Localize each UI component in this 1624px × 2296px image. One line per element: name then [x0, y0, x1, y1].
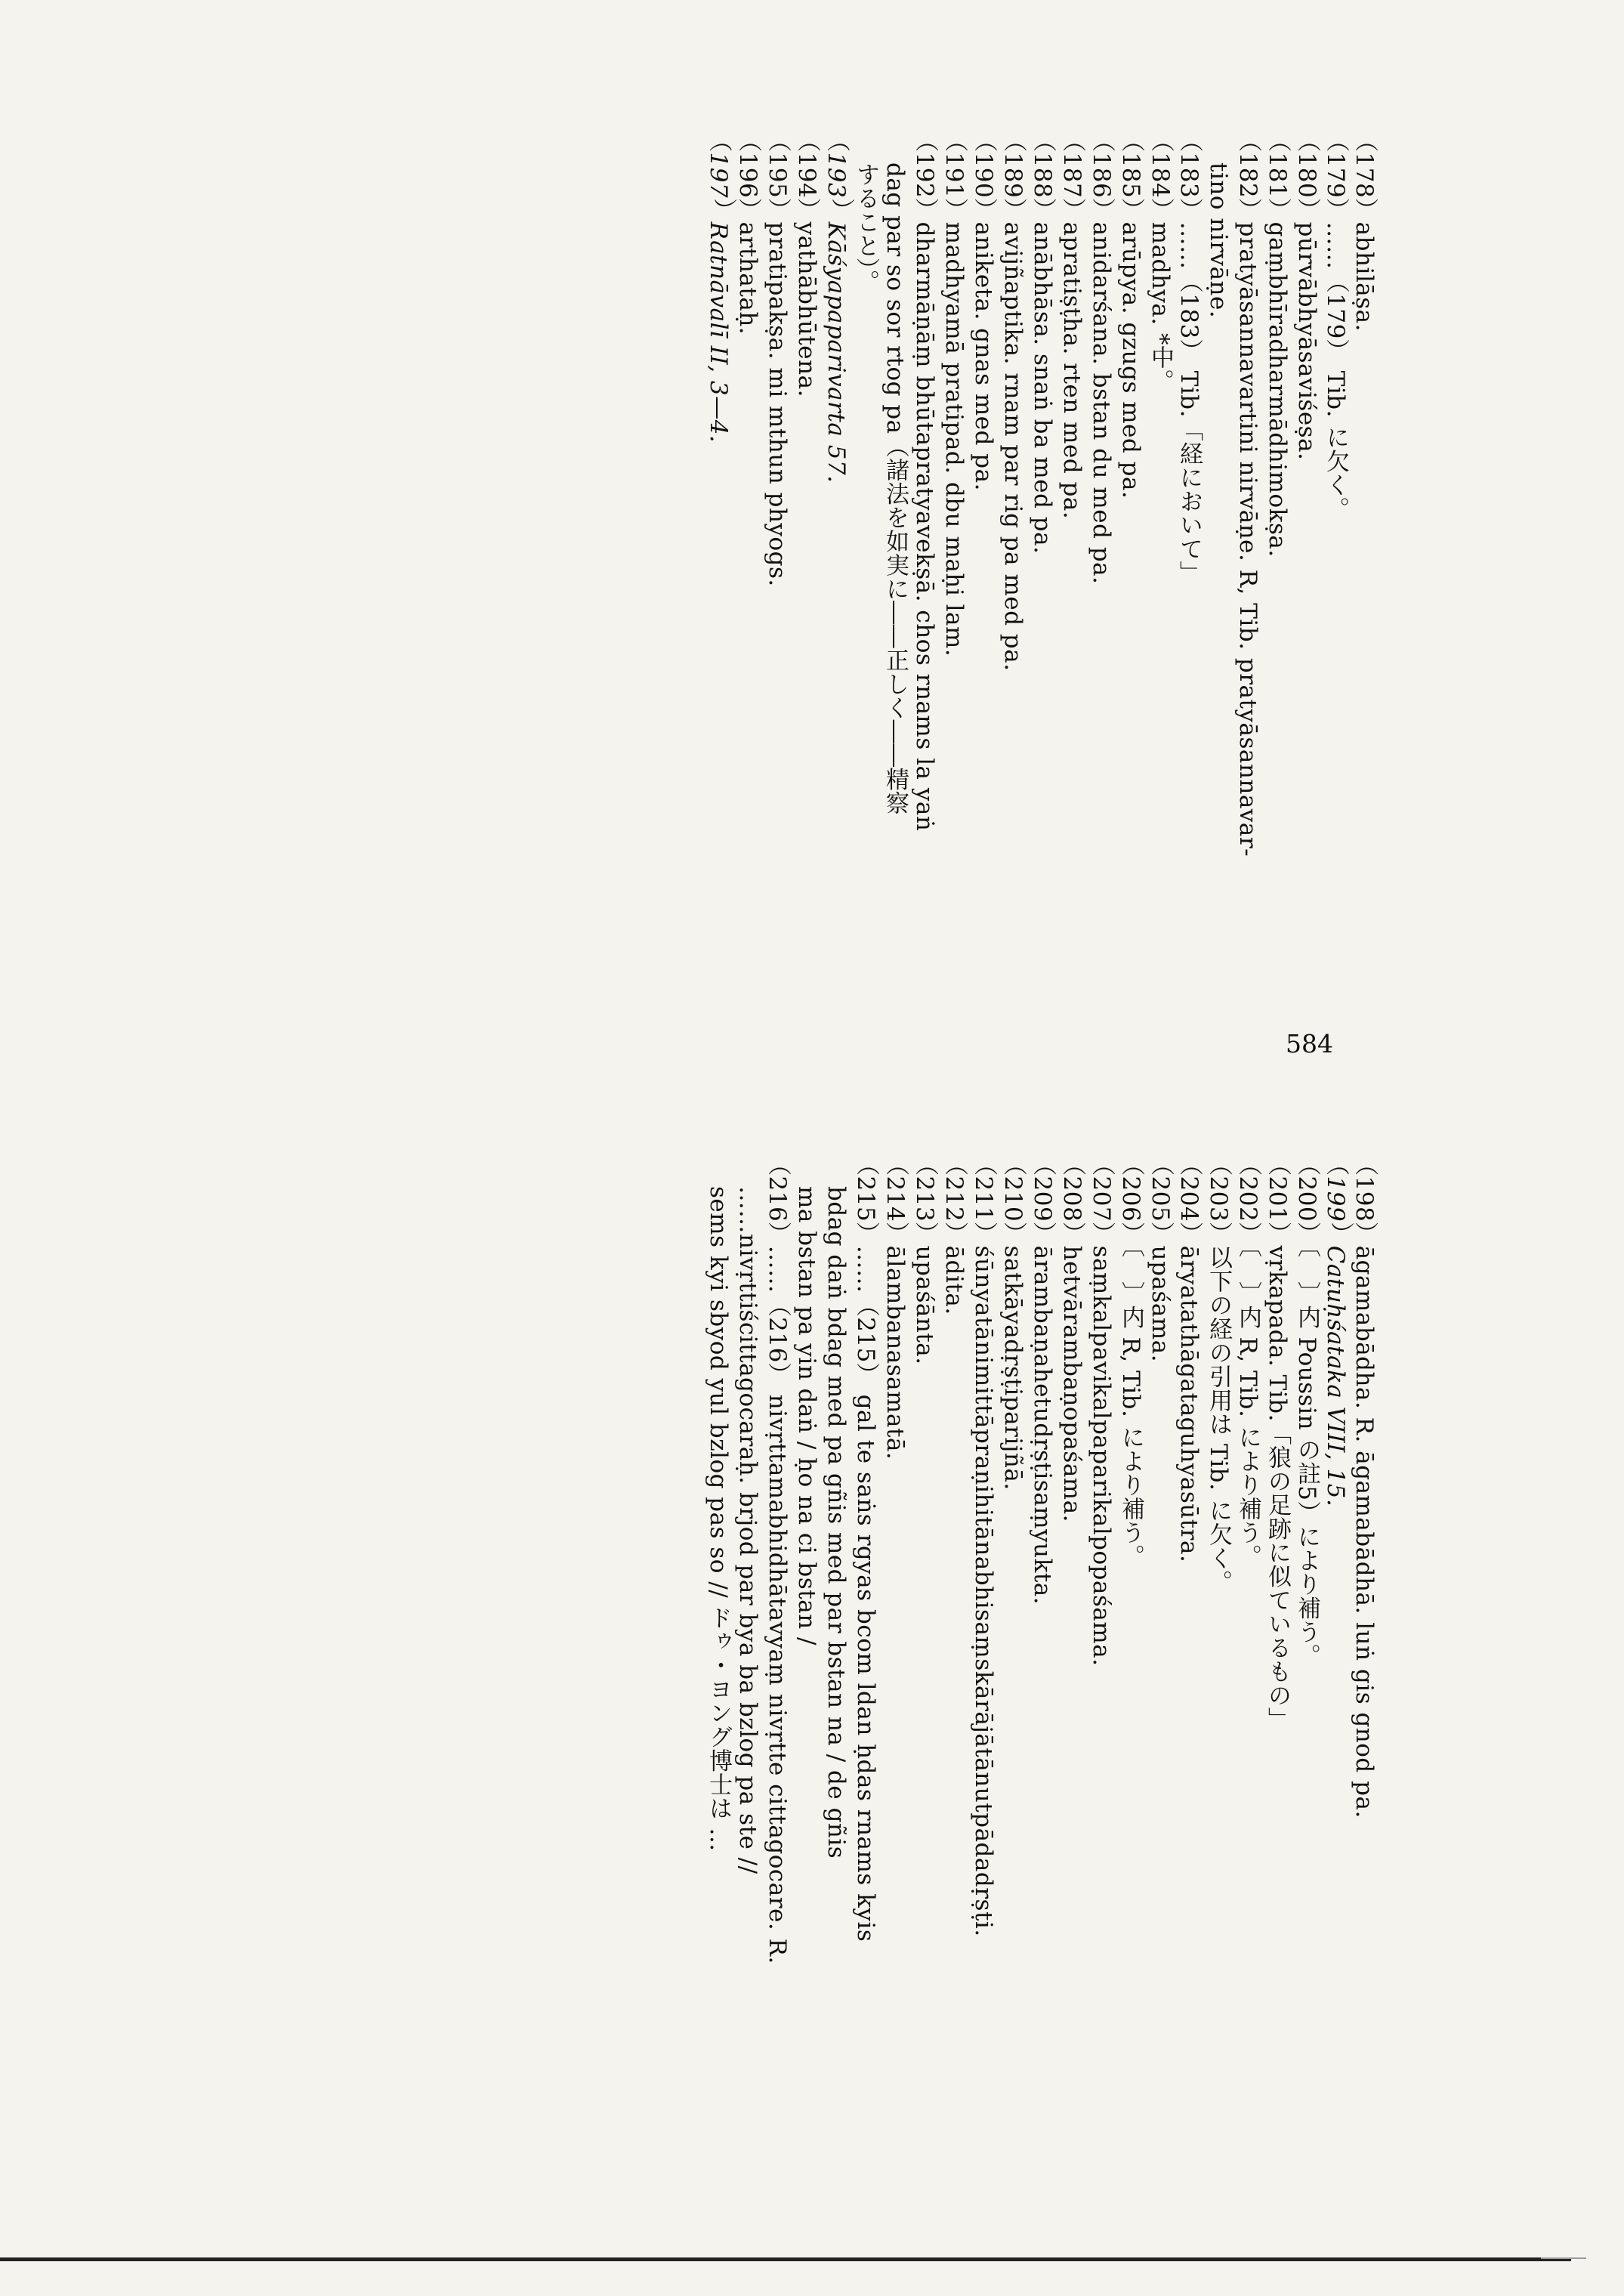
page-number: 584 — [1286, 1029, 1333, 1058]
note-199: （199）Catuḥśataka VIII, 15. — [1322, 1152, 1349, 1507]
bottom-rule — [0, 2257, 1571, 2261]
note-197: （197）Ratnāvalī II, 3—4. — [705, 128, 732, 443]
note-193: （193）Kāśyapaparivarta 57. — [823, 128, 850, 484]
note-198: （198）āgamabādha. R. āgamabādhā. luṅ gis gnod pa. — [1351, 1152, 1378, 1819]
note-204: （204）āryatathāgataguhyasūtra. — [1175, 1152, 1203, 1563]
note-216: （216）……（216） nivṛttamabhidhātavyaṃ nivṛtte cittagocare. R. — [764, 1152, 791, 1964]
note-206: （206）〔 〕内 R, Tib. により補う。 — [1117, 1152, 1144, 1568]
note-201: （201）vṛkapada. Tib.「狼の足跡に似ているもの」 — [1264, 1152, 1291, 1732]
note-214: （214）ālambanasamatā. — [881, 1152, 909, 1460]
note-192-cont2: すること）。 — [852, 162, 879, 294]
note-215-cont: bdag daṅ bdag med pa gñis med par bstan na / de gñis — [823, 1186, 850, 1859]
note-182-cont: tino nirvāṇe. — [1205, 162, 1232, 319]
note-208: （208）hetvārambaṇopaśama. — [1058, 1152, 1085, 1523]
note-178: （178）abhilāṣa. — [1351, 128, 1378, 332]
note-196: （196）arthataḥ. — [734, 128, 761, 335]
note-181: （181）gaṃbhīradharmādhimokṣa. — [1264, 128, 1291, 558]
note-190: （190）aniketa. gnas med pa. — [970, 128, 997, 491]
note-209: （209）ārambaṇahetudṛṣṭisaṃyukta. — [1029, 1152, 1056, 1605]
bottom-rule-fragment — [1541, 2257, 1586, 2259]
note-185: （185）arūpya. gzugs med pa. — [1117, 128, 1144, 499]
note-200: （200）〔 〕内 Poussin の註5）により補う。 — [1293, 1152, 1320, 1668]
note-183: （183）……（183） Tib.「経において」 — [1175, 128, 1203, 585]
note-202: （202）〔 〕内 R, Tib. により補う。 — [1234, 1152, 1261, 1568]
note-188: （188）anābhāsa. snaṅ ba med pa. — [1029, 128, 1056, 555]
note-207: （207）saṃkalpavikalpaparikalpopaśama. — [1088, 1152, 1115, 1667]
note-216-cont: ……nivṛttiścittagocaraḥ. brjod par bya ba bzlog pa ste // — [734, 1186, 761, 1874]
note-203: （203）以下の経の引用は Tib. に欠く。 — [1205, 1152, 1232, 1594]
note-192: （192）dharmāṇāṃ bhūtapratyavekṣā. chos rnams la yaṅ — [911, 128, 938, 832]
note-191: （191）madhyamā pratipad. dbu maḥi lam. — [940, 128, 968, 657]
note-180: （180）pūrvābhyāsaviśeṣa. — [1293, 128, 1320, 461]
note-210: （210）satkāyadṛṣṭiparijñā. — [999, 1152, 1027, 1491]
note-205: （205）upaśama. — [1147, 1152, 1174, 1363]
note-182: （182）pratyāsannavartini nirvāṇe. R, Tib. pratyāsannavar- — [1234, 128, 1261, 858]
note-184: （184）madhya. *中。 — [1147, 128, 1174, 394]
note-192-cont: dag par so sor rtog pa（諸法を如実に――正しく――精察 — [881, 162, 909, 815]
note-195: （195）pratipakṣa. mi mthun phyogs. — [764, 128, 791, 587]
note-194: （194）yathābhūtena. — [793, 128, 820, 397]
note-186: （186）anidarśana. bstan du med pa. — [1088, 128, 1115, 585]
note-216-cont2: sems kyi sbyod yul bzlog pas so // ドゥ・ヨング博士は … — [705, 1186, 732, 1852]
note-215: （215）……（215） gal te saṅs rgyas bcom ldan ḥdas rnams kyis — [852, 1152, 879, 1942]
note-215-cont2: ma bstan pa yin daṅ / ḥo na ci bstan / — [793, 1186, 820, 1646]
note-179: （179）……（179） Tib. に欠く。 — [1322, 128, 1349, 521]
note-212: （212）ādita. — [940, 1152, 968, 1315]
note-211: （211）śūnyatānimittāpraṇihitānabhisaṃskārājātānutpādadṛṣṭi. — [970, 1152, 997, 1937]
note-189: （189）avijñaptika. rnam par rig pa med pa. — [999, 128, 1027, 672]
note-213: （213）upaśānta. — [911, 1152, 938, 1365]
note-187: （187）apratiṣṭha. rten med pa. — [1058, 128, 1085, 520]
